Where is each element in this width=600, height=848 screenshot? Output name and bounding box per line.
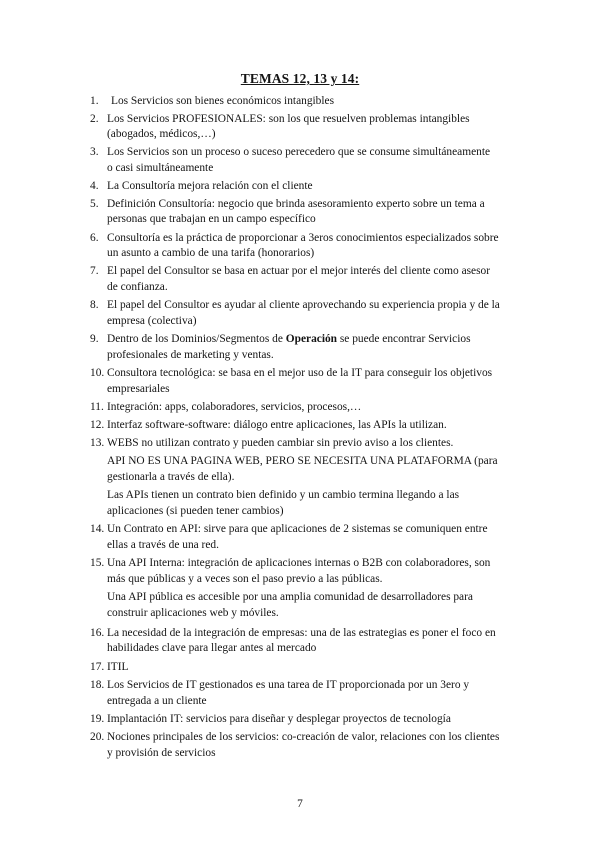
item-text: Los Servicios son bienes económicos intangibles xyxy=(111,95,335,107)
item-text-part: Dentro de los Dominios/Segmentos de xyxy=(107,333,286,345)
item-text: Consultoría es la práctica de proporcionar a 3eros conocimientos especializados sobre xyxy=(107,232,499,244)
item-number: 5. xyxy=(90,198,99,210)
item-number: 19. xyxy=(90,713,105,725)
item-number: 2. xyxy=(90,113,99,125)
item-text: Interfaz software-software: diálogo entre aplicaciones, las APIs la utilizan. xyxy=(107,419,447,431)
item-text: Integración: apps, colaboradores, servicios, procesos,… xyxy=(107,401,362,413)
item-text: Las APIs tienen un contrato bien definido y un cambio termina llegando a las xyxy=(107,489,460,501)
item-text: Definición Consultoría: negocio que brinda asesoramiento experto sobre un tema a xyxy=(107,198,485,210)
item-text: Los Servicios son un proceso o suceso perecedero que se consume simultáneamente xyxy=(107,146,491,158)
item-number: 13. xyxy=(90,437,105,449)
item-number: 15. xyxy=(90,557,105,569)
item-text: de confianza. xyxy=(107,281,168,293)
item-text: ITIL xyxy=(107,661,129,673)
item-text: Una API pública es accesible por una amplia comunidad de desarrolladores para xyxy=(107,591,473,603)
item-number: 16. xyxy=(90,627,105,639)
item-text: entregada a un cliente xyxy=(107,695,207,707)
item-text: Los Servicios PROFESIONALES: son los que resuelven problemas intangibles xyxy=(107,113,470,125)
item-text: empresa (colectiva) xyxy=(107,315,197,327)
item-text: Nociones principales de los servicios: co-creación de valor, relaciones con los clientes xyxy=(107,731,500,743)
item-text-bold: Operación xyxy=(285,333,338,345)
item-number: 9. xyxy=(90,333,99,345)
item-text: habilidades clave para llegar antes al mercado xyxy=(107,642,317,654)
item-text: Una API Interna: integración de aplicaciones internas o B2B con colaboradores, son xyxy=(107,557,491,569)
item-number: 12. xyxy=(90,419,105,431)
item-number: 8. xyxy=(90,299,99,311)
item-text: El papel del Consultor es ayudar al cliente aprovechando su experiencia propia y de la xyxy=(107,299,500,311)
item-number: 18. xyxy=(90,679,105,691)
item-text: Consultora tecnológica: se basa en el mejor uso de la IT para conseguir los objetivos xyxy=(107,367,493,379)
item-text: profesionales de marketing y ventas. xyxy=(107,349,274,361)
item-text: y provisión de servicios xyxy=(107,747,216,759)
item-number: 3. xyxy=(90,146,99,158)
item-text: Implantación IT: servicios para diseñar y desplegar proyectos de tecnología xyxy=(107,713,451,725)
item-number: 20. xyxy=(90,731,105,743)
item-text: La Consultoría mejora relación con el cliente xyxy=(107,180,313,192)
item-text: un asunto a cambio de una tarifa (honorarios) xyxy=(107,247,315,259)
item-number: 11. xyxy=(90,401,104,413)
item-text: empresariales xyxy=(107,383,170,395)
item-text: (abogados, médicos,…) xyxy=(107,128,216,140)
item-text-part: se puede encontrar Servicios xyxy=(337,333,471,345)
item-text: El papel del Consultor se basa en actuar por el mejor interés del cliente como asesor xyxy=(107,265,491,277)
item-number: 4. xyxy=(90,180,99,192)
item-number: 10. xyxy=(90,367,105,379)
item-text: construir aplicaciones web y móviles. xyxy=(107,607,279,619)
item-text: WEBS no utilizan contrato y pueden cambiar sin previo aviso a los clientes. xyxy=(107,437,454,449)
item-text: ellas a través de una red. xyxy=(107,539,219,551)
page-number: 7 xyxy=(297,798,303,810)
item-number: 14. xyxy=(90,523,105,535)
item-text: gestionarla a través de ella). xyxy=(107,471,235,483)
item-text: aplicaciones (si pueden tener cambios) xyxy=(107,505,284,517)
item-text: Un Contrato en API: sirve para que aplicaciones de 2 sistemas se comuniquen entre xyxy=(107,523,488,535)
item-number: 6. xyxy=(90,232,99,244)
item-number: 17. xyxy=(90,661,105,673)
page-title: TEMAS 12, 13 y 14: xyxy=(240,71,360,86)
item-text: más que públicas y a veces son el paso previo a las públicas. xyxy=(107,573,383,585)
item-number: 1. xyxy=(90,95,99,107)
item-text: o casi simultáneamente xyxy=(107,162,214,174)
item-number: 7. xyxy=(90,265,99,277)
item-text: Los Servicios de IT gestionados es una tarea de IT proporcionada por un 3ero y xyxy=(107,679,470,691)
item-text: La necesidad de la integración de empresas: una de las estrategias es poner el foco en xyxy=(107,627,496,639)
item-text: API NO ES UNA PAGINA WEB, PERO SE NECESITA UNA PLATAFORMA (para xyxy=(107,455,498,467)
item-text: personas que trabajan en un campo específico xyxy=(107,213,316,225)
item-text xyxy=(107,332,471,347)
